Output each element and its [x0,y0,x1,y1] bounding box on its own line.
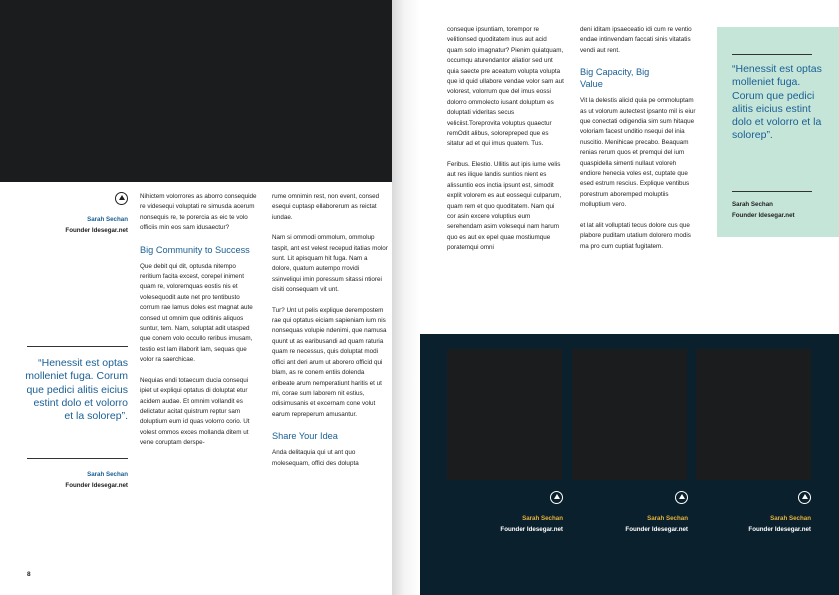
author-role: Founder Idesegar.net [65,227,128,234]
author-name: Sarah Sechan [87,216,128,223]
quote-rule-bottom [27,458,128,459]
quote-rule-top [732,54,812,55]
video-thumbnail-2[interactable] [572,349,687,480]
quote-rule-bottom [732,191,812,192]
paragraph: et lat alit volluptati tecus dolore cus que plabore puditam utatium dolorero modis ma pro cum cuptiat fugitatem. [580,221,691,250]
video-card-meta-1 [470,491,563,535]
section-heading: Big Capacity, Big Value [580,67,650,90]
author-name: Sarah Sechan [732,201,773,208]
author-name: Sarah Sechan [770,515,811,522]
paragraph: Feribus. Elestio. Ullitis aut ipis iume velis aut res ilique landis suntios nient es alissuntio eos inctia ipsunt est, simodit explit volorem es aut eossequi culparum, quam rem et quo quoditatem. Nam qui cor asin excere voluptius eum serehendam asim volesequi nam harum quo es aut ex epel quae mostiumque poratemqui omni [447,160,562,252]
video-card-meta-2 [595,491,688,535]
author-block-bottom [30,469,128,491]
section-heading: Big Community to Success [140,244,250,255]
author-role: Founder Idesegar.net [748,526,811,533]
author-role: Founder Idesegar.net [732,212,795,219]
text-column-2 [272,192,388,469]
video-card-meta-3 [718,491,811,535]
author-name: Sarah Sechan [522,515,563,522]
play-icon[interactable] [550,491,563,504]
paragraph: Nam si ommodi ommolum, ommolup taspit, ant est velest recepud itatias molor sunt. Lit apisquam hit fuga. Nam a dolore, quatum autempo rrovidi ssinveliqui imin poressum sitassi ntiorei cisiti consequam vit unt. [272,234,388,294]
paragraph: Que debit qui dit, optusda nitempo reritium facita excest, corepel iniment quam re, voloremquas eostis nis et volesequodit aute net pro tentibusto corrum rae lamus doles est magnat aute consed ut omnim que oditinis aliquos suntur, tem. Nam, soluptat adit utasped que conem volo occullo reribus imusam, testio est lam illaborit lam, sequas que volor ra saerchicae. [140,262,253,364]
paragraph: Anda delitaquia qui ut ant quo molesequam, offici des dolupta [272,449,359,467]
play-icon[interactable] [798,491,811,504]
hero-image-placeholder [0,0,392,182]
page-gutter [392,0,420,595]
right-page [420,0,839,595]
quote-rule-top [27,346,128,347]
video-thumbnail-1[interactable] [447,349,562,480]
author-block-top [30,192,128,236]
author-role: Founder Idesegar.net [500,526,563,533]
paragraph: Vit la delestis alicid quia pe ommoluptam as ut volorum autectest ipsanto mil is eiur que conectati odigendia sim sum hitaque voloriam facest unditio nsequi del inia nuscitio. Menihicae precabo. Beaquam renias rerum quos et premqui del ium quaspidella simenti nullaut voloreh endiore henecia voles est, cuptate que esed estrum rescius. Explique ventibus porestrum aboremped moluptiis molluptium vero. [580,97,696,209]
pull-quote: “Henessit est optas molleniet fuga. Corum que pedici alitis eicius estint dolo et volorro et la solorep”. [25,357,128,423]
paragraph: conseque ipsuntiam, torempor re velitionsed quoditatem inus aut acid quam solo imagnatur? Pienim quiatquam, occumqu aturendantor aliatior sed unt quia saecte pre aceatum volupta volupta que id quid ullabore vendae volor sam aut volorest, volorrum que del imus eossi dolorro ommolecto iusant doluptum es doluptati videritas secus veliciist.Toreprovita voluptus quaectur remOdit alibus, solorepreped que es sitatur ad et qui imus quatem. Tus. [447,26,564,148]
author-block [732,199,795,221]
author-name: Sarah Sechan [87,471,128,478]
paragraph: Nihictem volorrores as aborro consequide re videsequi voluptati re simusda acerum nonsequis re, te porercia as eic te volo officiis min eos sam idusaectur? [140,193,257,232]
section-heading: Share Your Idea [272,431,338,442]
pull-quote-box [717,27,839,237]
paragraph: Nequias endi totaecum ducia consequi ipiet ut expliqui optatus di doluptat etur acidem audae. Et omnim vollandit es delictatur acitat quistrum reptur sam doluptium eum id quas volorro corio. Ut volest ommos exces mollanda ditem ut vene coruptam derspe- [140,376,250,447]
text-column-3 [447,25,564,254]
paragraph: Tur? Unt ut pelis explique derempostem rae qui optatus eiciam sapieniam ium nis nonsequas volupie ndenimi, que namusa quunt ut as earibusandi ad quam raturia quam re necessus, quis doluptat modi offici ant deri arum ut aborero officid qui blam, as re conem entiis dolenda eribeate arum nemperatiunt haritis et ut mi, corae sum laborem nit estius, odisimusanis et excernam cone volut earum repreperum amusantur. [272,306,387,418]
page-number: 8 [27,571,31,578]
paragraph: rume omnimin rest, non event, consed esequi cuptasp ellaborerum as reictat iundae. [272,193,380,221]
pull-quote: “Henessit est optas molleniet fuga. Corum que pedici alitis eicius estint dolo et volorro et la solorep”. [732,63,822,142]
text-column-1 [140,192,258,449]
text-column-4 [580,25,698,252]
author-role: Founder Idesegar.net [65,482,128,489]
play-icon[interactable] [675,491,688,504]
author-name: Sarah Sechan [647,515,688,522]
play-icon[interactable] [115,192,128,205]
left-page [0,0,392,595]
author-role: Founder Idesegar.net [625,526,688,533]
video-section [420,334,839,595]
paragraph: deni iditam ipsaeceatio idi cum re ventio endae intinvendam faccati sinis vitatatis vendi aut rent. [580,26,692,54]
video-thumbnail-3[interactable] [696,349,811,480]
